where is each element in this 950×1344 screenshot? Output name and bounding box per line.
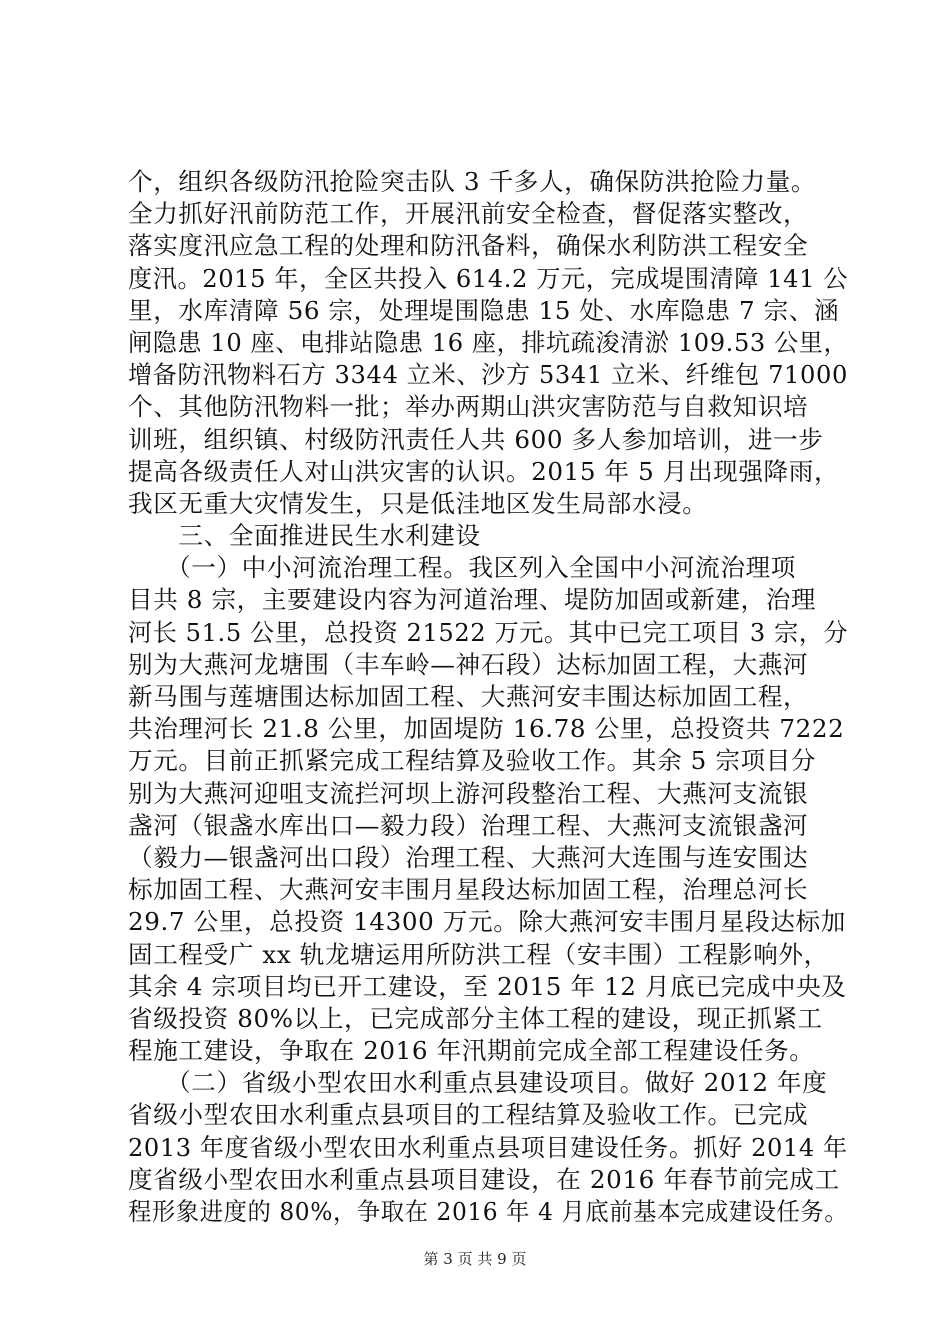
text-line: 新马围与莲塘围达标加固工程、大燕河安丰围达标加固工程，: [128, 682, 809, 711]
text-line: 提高各级责任人对山洪灾害的认识。2015 年 5 月出现强降雨，: [128, 456, 840, 486]
text-line: （一）中小河流治理工程。我区列入全国中小河流治理项: [128, 553, 796, 583]
text-line: 增备防汛物料石方 3344 立米、沙方 5341 立米、纤维包 71000: [128, 360, 848, 390]
text-line: 2013 年度省级小型农田水利重点县项目建设任务。抓好 2014 年: [128, 1132, 848, 1162]
text-line: 目共 8 宗，主要建设内容为河道治理、堤防加固或新建，治理: [128, 585, 817, 615]
text-line: （毅力—银盏河出口段）治理工程、大燕河大连围与连安围达: [128, 842, 809, 872]
text-line: 别为大燕河迎咀支流拦河坝上游河段整治工程、大燕河支流银: [128, 778, 809, 808]
text-line: 万元。目前正抓紧完成工程结算及验收工作。其余 5 宗项目分: [128, 746, 817, 776]
text-line: 标加固工程、大燕河安丰围月星段达标加固工程，治理总河长: [128, 875, 809, 905]
text-line: 里，水库清障 56 宗，处理堤围隐患 15 处、水库隐患 7 宗、涵: [128, 295, 840, 325]
text-line: 落实度汛应急工程的处理和防汛备料，确保水利防洪工程安全: [128, 231, 809, 261]
text-line: 三、全面推进民生水利建设: [128, 521, 481, 551]
text-line: 程施工建设，争取在 2016 年汛期前完成全部工程建设任务。: [128, 1036, 815, 1066]
text-line: 其余 4 宗项目均已开工建设，至 2015 年 12 月底已完成中央及: [128, 971, 847, 1001]
text-line: 个，组织各级防汛抢险突击队 3 千多人，确保防洪抢险力量。: [128, 167, 817, 196]
text-line: （二）省级小型农田水利重点县建设项目。做好 2012 年度: [128, 1068, 828, 1098]
text-line: 固工程受广 xx 轨龙塘运用所防洪工程（安丰围）工程影响外，: [128, 939, 829, 969]
text-line: 29.7 公里，总投资 14300 万元。除大燕河安丰围月星段达标加: [128, 907, 846, 937]
text-line: 度汛。2015 年，全区共投入 614.2 万元，完成堤围清障 141 公: [128, 263, 849, 293]
text-line: 全力抓好汛前防范工作，开展汛前安全检查，督促落实整改，: [128, 199, 809, 229]
text-line: 省级小型农田水利重点县项目的工程结算及验收工作。已完成: [128, 1100, 809, 1130]
text-line: 别为大燕河龙塘围（丰车岭—神石段）达标加固工程，大燕河: [128, 649, 809, 679]
page-footer: 第 3 页 共 9 页: [423, 1250, 527, 1268]
text-line: 闸隐患 10 座、电排站隐患 16 座，排坑疏浚清淤 109.53 公里，: [128, 327, 849, 357]
text-line: 我区无重大灾情发生，只是低洼地区发生局部水浸。: [128, 488, 708, 518]
text-line: 省级投资 80%以上，已完成部分主体工程的建设，现正抓紧工: [128, 1003, 823, 1033]
text-line: 共治理河长 21.8 公里，加固堤防 16.78 公里，总投资共 7222: [128, 714, 845, 744]
text-line: 个、其他防汛物料一批；举办两期山洪灾害防范与自救知识培: [128, 392, 809, 422]
text-line: 盏河（银盏水库出口—毅力段）治理工程、大燕河支流银盏河: [128, 810, 809, 840]
document-body: [128, 166, 848, 1228]
text-line: 训班，组织镇、村级防汛责任人共 600 多人参加培训，进一步: [128, 424, 824, 454]
text-line: 河长 51.5 公里，总投资 21522 万元。其中已完工项目 3 宗，分: [128, 617, 849, 647]
text-line: 程形象进度的 80%，争取在 2016 年 4 月底前基本完成建设任务。: [128, 1197, 849, 1226]
text-line: 度省级小型农田水利重点县项目建设，在 2016 年春节前完成工: [128, 1164, 840, 1194]
